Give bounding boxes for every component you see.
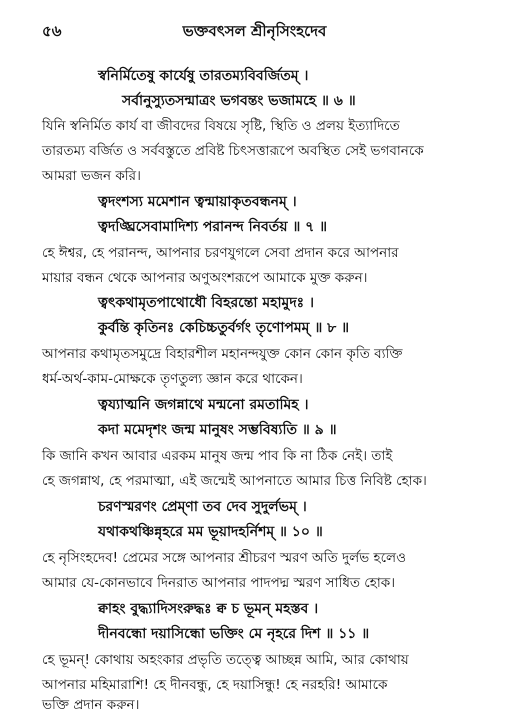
translation-10-line-1: হে নৃসিংহদেব! প্রেমের সঙ্গে আপনার শ্রীচরণ স্মরণ অতি দুর্লভ হলেও [42, 550, 407, 566]
translation-6-line-3: আমরা ভজন করি। [42, 168, 141, 184]
verse-10-line-1: চরণস্মরণং প্রেম্ণা তব দেব সুদুর্লভম্ । [98, 499, 307, 515]
translation-8-line-1: আপনার কথামৃতসমুদ্রে বিহারশীল মহানন্দযুক্ত কোন কোন কৃতি ব্যক্তি [42, 346, 403, 362]
page-number: ৫৬ [42, 22, 62, 40]
translation-11-line-1: হে ভূমন্! কোথায় অহংকার প্রভৃতি তত্ত্বে আচ্ছন্ন আমি, আর কোথায় [42, 652, 409, 668]
translation-11-line-3: ভক্তি প্রদান করুন। [42, 697, 140, 713]
verse-10-line-2: যথাকথঞ্চিন্নৃহরে মম ভূয়াদহর্নিশম্ ॥ ১০ ॥ [98, 524, 323, 540]
translation-11-line-2: আপনার মহিমারাশি! হে দীনবন্ধু, হে দয়াসিন্ধু! হে নরহরি! আমাকে [42, 677, 388, 693]
translation-8-line-2: ধর্ম-অর্থ-কাম-মোক্ষকে তৃণতুল্য জ্ঞান করে থাকেন। [42, 371, 303, 387]
translation-7-line-2: মায়ার বন্ধন থেকে আপনার অণুঅংশরূপে আমাকে মুক্ত করুন। [42, 270, 368, 286]
translation-9-line-1: কি জানি কখন আবার এরকম মানুষ জন্ম পাব কি না ঠিক নেই। তাই [42, 448, 393, 464]
verse-8-line-2: কুর্বন্তি কৃতিনঃ কেচিচ্চতুর্বর্গং তৃণোপমম্ ॥ ৮ ॥ [98, 320, 350, 336]
verse-11-line-2: দীনবন্ধো দয়াসিন্ধো ভক্তিং মে নৃহরে দিশ ॥ ১১ ॥ [98, 626, 370, 642]
running-title: ভক্তবৎসল শ্রীনৃসিংহদেব [182, 22, 327, 40]
page-header [0, 20, 509, 46]
translation-7-line-1: হে ঈশ্বর, হে পরানন্দ, আপনার চরণযুগলে সেবা প্রদান করে আপনার [42, 245, 399, 261]
verse-7-line-2: ত্বদঙ্ঘ্রিসেবামাদিশ্য পরানন্দ নিবর্তয় ॥ ৭ ॥ [98, 219, 328, 235]
verse-7-line-1: ত্বদংশস্য মমেশান ত্বন্মায়াকৃতবন্ধনম্ । [98, 194, 297, 210]
verse-11-line-1: ক্বাহং বুদ্ধ্যাদিসংরুদ্ধঃ ক্ব চ ভূমন্ মহস্তব । [98, 601, 319, 617]
verse-6-line-1: স্বনির্মিতেষু কার্যেষু তারতম্যবিবর্জিতম্ । [98, 68, 309, 84]
verse-8-line-1: ত্বৎকথামৃতপাথোধৌ বিহরন্তো মহামুদঃ । [98, 295, 315, 311]
verse-9-line-1: ত্বয্যাত্মনি জগন্নাথে মন্মনো রমতামিহ । [98, 397, 309, 413]
translation-6-line-2: তারতম্য বর্জিত ও সর্ববস্তুতে প্রবিষ্ট চিৎসত্তারূপে অবস্থিত সেই ভগবানকে [42, 143, 424, 159]
translation-10-line-2: আমার যে-কোনভাবে দিনরাত আপনার পাদপদ্ম স্মরণ সাধিত হোক। [42, 575, 396, 591]
verse-9-line-2: কদা মমেদৃশং জন্ম মানুষং সম্ভবিষ্যতি ॥ ৯ ॥ [98, 422, 337, 438]
verse-6-line-2: সর্বানুস্যুতসন্মাত্রং ভগবন্তং ভজামহে ॥ ৬ ॥ [122, 93, 356, 109]
translation-6-line-1: যিনি স্বনির্মিত কার্য বা জীবদের বিষয়ে সৃষ্টি, স্থিতি ও প্রলয় ইত্যাদিতে [42, 118, 400, 134]
translation-9-line-2: হে জগন্নাথ, হে পরমাত্মা, এই জন্মেই আপনাতে আমার চিত্ত নিবিষ্ট হোক। [42, 473, 427, 489]
